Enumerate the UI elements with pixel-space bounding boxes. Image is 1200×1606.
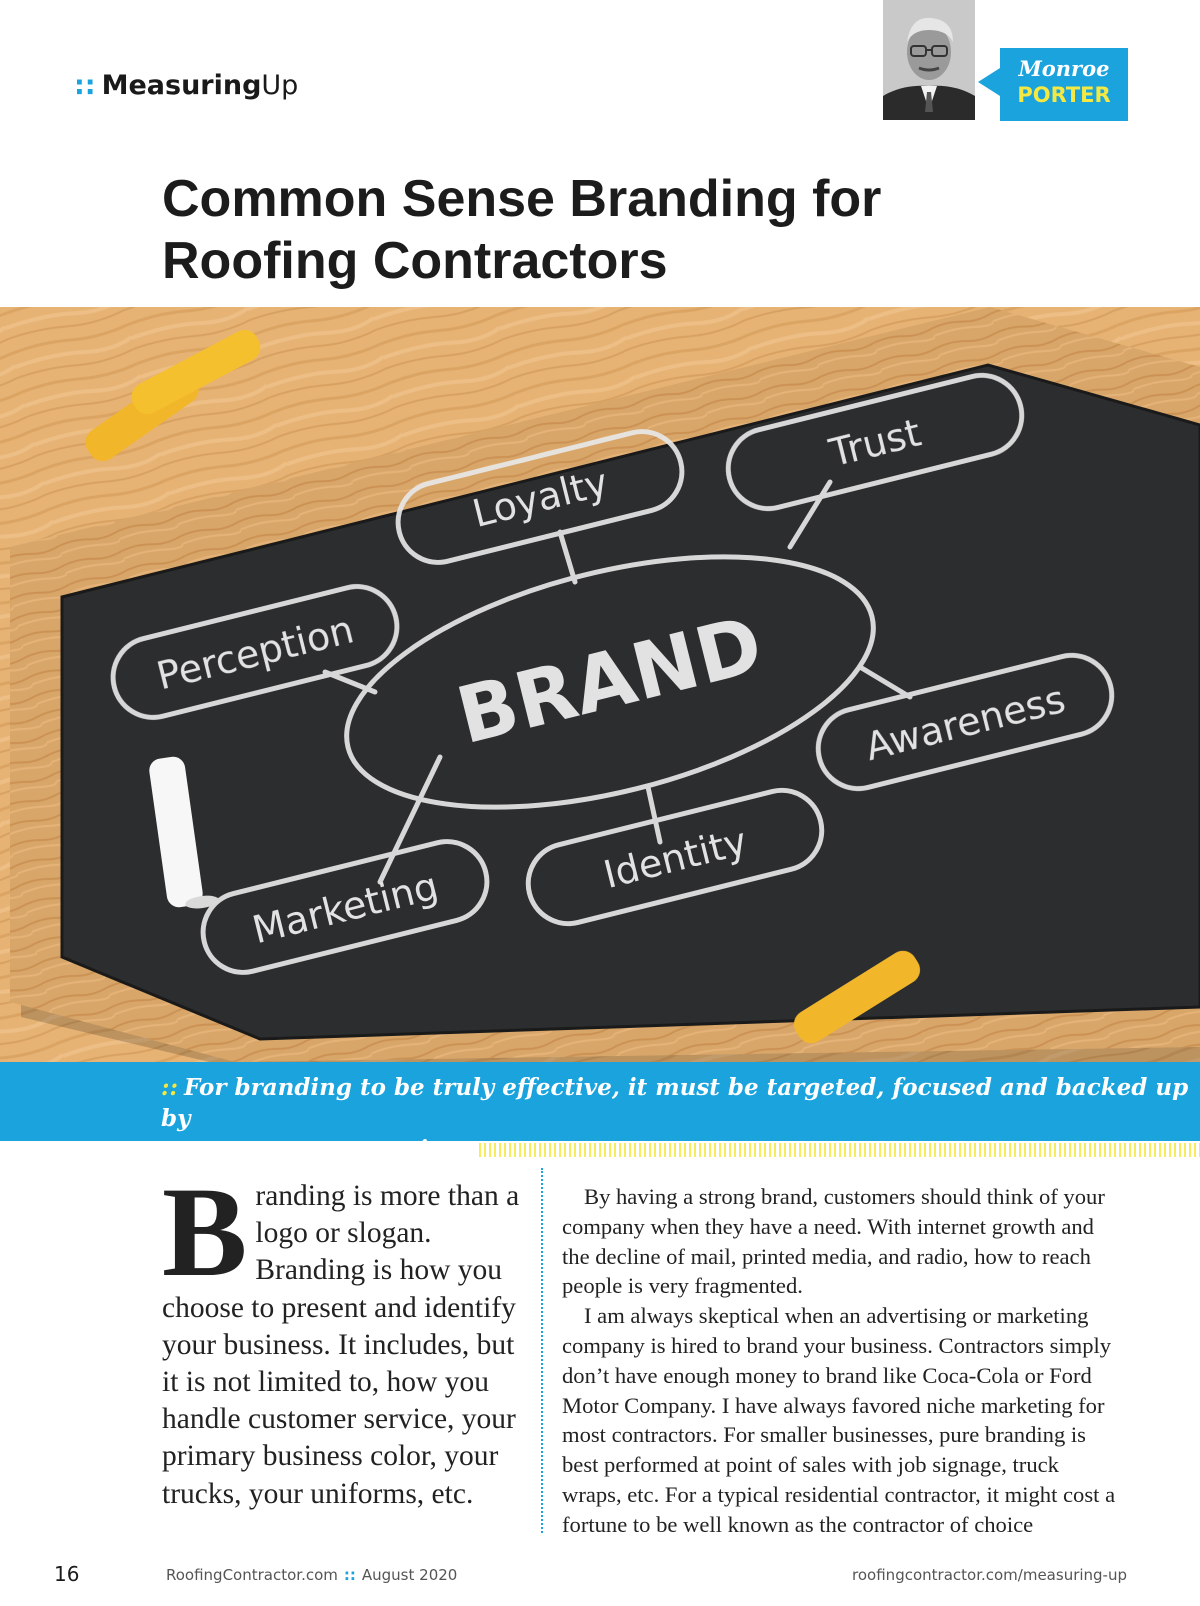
footer-site: RoofingContractor.com — [166, 1566, 338, 1584]
author-name-box — [1000, 48, 1128, 121]
pullquote-line2: great customer service. — [161, 1136, 465, 1163]
article-title-line1: Common Sense Branding for — [162, 170, 882, 228]
mindmap-word-identity: Identity — [599, 819, 752, 897]
pullquote-line1-wrap — [161, 1072, 1200, 1134]
body-paragraph: By having a strong brand, customers should think of your company when they have a need. With internet growth and the decline of mail, printed media, and radio, how to reach people is very fragmented. — [562, 1184, 1105, 1299]
body-column-right — [562, 1182, 1122, 1540]
mindmap-word-loyalty: Loyalty — [468, 459, 613, 536]
section-name-bold: Measuring — [101, 70, 262, 101]
section-tag — [74, 70, 298, 101]
mindmap-word-awareness: Awareness — [860, 676, 1070, 769]
footer-date: August 2020 — [361, 1566, 458, 1584]
mindmap-word-perception: Perception — [152, 607, 359, 699]
chalkboard-illustration — [0, 307, 1200, 1062]
pullquote-line1: For branding to be truly effective, it must be targeted, focused and backed up by — [161, 1074, 1189, 1132]
body-paragraph: I am always skeptical when an advertising or marketing company is hired to brand your business. Contractors simply don’t have enough money to brand like Coca-Cola or Ford Motor Company. I have always favored niche marketing for most contractors. For smaller businesses, pure branding is best performed at point of sales with job signage, truck wraps, etc. For a typical residential contractor, it might cost a fortune to be well known as the contractor of choice — [562, 1303, 1116, 1537]
pullquote-banner — [0, 1062, 1200, 1163]
page-number: 16 — [54, 1562, 80, 1586]
section-name-light: Up — [261, 70, 299, 101]
mindmap-word-marketing: Marketing — [248, 863, 443, 953]
pullquote-hatch-decoration — [479, 1143, 1200, 1157]
hero-image — [0, 307, 1200, 1062]
footer-url: roofingcontractor.com/measuring-up — [852, 1566, 1127, 1584]
author-first-name: Monroe — [1018, 56, 1110, 81]
author-last-name: PORTER — [1017, 83, 1111, 107]
footer-publication — [166, 1566, 457, 1584]
pullquote-line2-wrap — [161, 1134, 1200, 1165]
author-photo — [883, 0, 975, 120]
dropcap: B — [162, 1161, 248, 1303]
section-dots: :: — [74, 70, 96, 101]
mindmap-word-trust: Trust — [825, 410, 926, 476]
column-divider — [541, 1168, 543, 1533]
author-portrait-icon — [883, 0, 975, 120]
article-title — [162, 168, 1062, 292]
body-left-text: randing is more than a logo or slogan. Branding is how you choose to present and identify your business. It includes, but it is not limited to, how you handle customer service, your primary business color, your trucks, your uniforms, etc. — [162, 1180, 520, 1510]
page-footer — [0, 1562, 1200, 1592]
mindmap-center-word: BRAND — [448, 599, 771, 763]
footer-separator: :: — [343, 1566, 356, 1584]
body-column-left — [162, 1161, 520, 1513]
article-title-line2: Roofing Contractors — [162, 232, 668, 290]
pullquote-dots: :: — [161, 1074, 178, 1101]
